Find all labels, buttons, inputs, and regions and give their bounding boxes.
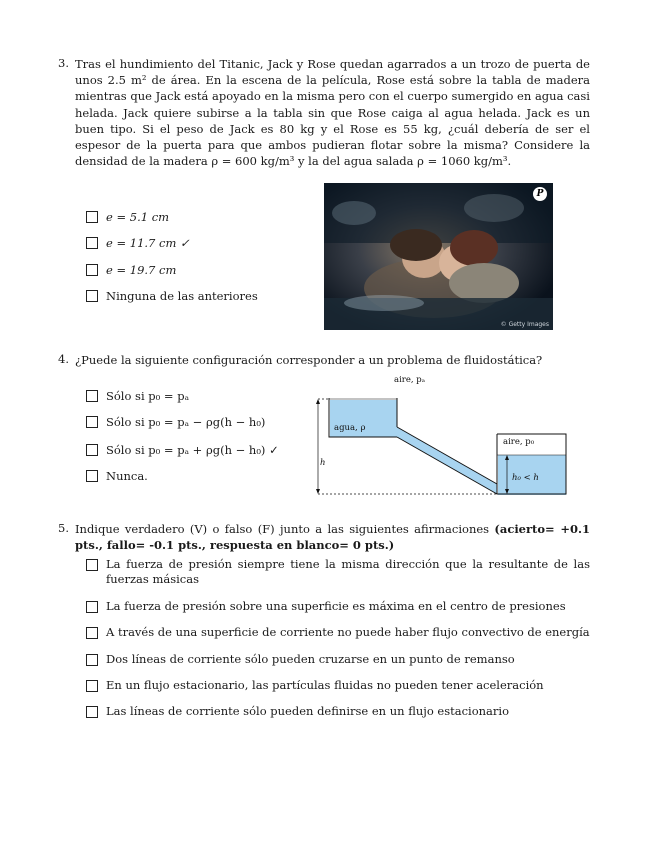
q5-statement-6-label: Las líneas de corriente sólo pueden definirse en un flujo estacionario [106, 704, 509, 718]
checkbox[interactable] [86, 601, 98, 613]
checkbox[interactable] [86, 627, 98, 639]
titanic-photo-drawing [324, 183, 553, 330]
q5-statement-2-label: La fuerza de presión sobre una superficie es máxima en el centro de presiones [106, 599, 566, 613]
photo-credit: © Getty Images [500, 321, 549, 328]
q3-option-3-label: e = 19.7 cm [106, 263, 177, 277]
q5-statement-6[interactable] [86, 704, 509, 719]
q5-text [75, 521, 590, 553]
h-arrow-head-bottom [316, 489, 320, 494]
q3-option-4-label: Ninguna de las anteriores [106, 289, 258, 303]
fluid-statics-diagram [310, 370, 575, 502]
checkbox[interactable] [86, 264, 98, 276]
q5-statement-5[interactable] [86, 678, 544, 693]
q4-option-3[interactable] [86, 443, 279, 457]
q5-statement-4-label: Dos líneas de corriente sólo pueden cruzarse en un punto de remanso [106, 652, 515, 666]
q4-number: 4. [58, 352, 69, 366]
checkbox[interactable] [86, 390, 98, 402]
q5-statement-1-label: La fuerza de presión siempre tiene la misma dirección que la resultante de las fuerzas másicas [106, 557, 590, 586]
q5-statement-3-label: A través de una superficie de corriente no puede haber flujo convectivo de energía [106, 625, 590, 639]
q3-option-2[interactable] [86, 236, 190, 250]
checkbox[interactable] [86, 444, 98, 456]
q4-option-4-label: Nunca. [106, 469, 148, 483]
q5-statement-3[interactable] [86, 625, 590, 640]
label-air-o: aire, p₀ [503, 437, 535, 447]
q4-option-2[interactable] [86, 415, 265, 429]
q5-text-plain: Indique verdadero (V) o falso (F) junto a las siguientes afirmaciones [75, 522, 490, 536]
q4-option-1-label: Sólo si p₀ = pₐ [106, 389, 190, 403]
checkbox[interactable] [86, 470, 98, 482]
checkbox[interactable] [86, 290, 98, 302]
checkbox[interactable] [86, 416, 98, 428]
q5-statement-5-label: En un flujo estacionario, las partículas fluidas no pueden tener aceleración [106, 678, 544, 692]
q3-option-2-label: e = 11.7 cm ✓ [106, 236, 190, 250]
checkbox[interactable] [86, 706, 98, 718]
q3-text: Tras el hundimiento del Titanic, Jack y Rose quedan agarrados a un trozo de puerta de unos 2.5 m² de área. En la escena de la película, Rose está sobre la tabla de madera mientras que Jack está apoyado en la misma pero con el cuerpo sumergido en agua casi helada. Jack quiere subirse a la tabla sin que Rose caiga al agua helada. Jack es un buen tipo. Si el peso de Jack es 80 kg y el Rose es 55 kg, ¿cuál debería de ser el espesor de la puerta para que ambos pudieran flotar sobre la misma? Considere la densidad de la madera ρ = 600 kg/m³ y la del agua salada ρ = 1060 kg/m³. [75, 57, 590, 169]
checkbox[interactable] [86, 654, 98, 666]
label-water: agua, ρ [334, 423, 366, 433]
q5-number: 5. [58, 521, 69, 535]
q4-option-1[interactable] [86, 389, 189, 403]
q5-statement-2[interactable] [86, 599, 566, 614]
label-air-a: aire, pₐ [394, 375, 426, 385]
photo-badge: P [533, 187, 547, 201]
q3-number: 3. [58, 56, 69, 70]
q4-option-4[interactable] [86, 469, 148, 483]
h-arrow-head-top [316, 399, 320, 404]
q3-option-3[interactable] [86, 263, 176, 277]
checkbox[interactable] [86, 211, 98, 223]
q5-statement-4[interactable] [86, 652, 515, 667]
q5-statement-1[interactable] [86, 557, 590, 587]
titanic-photo [324, 183, 553, 330]
q3-option-1-label: e = 5.1 cm [106, 210, 170, 224]
checkbox[interactable] [86, 237, 98, 249]
checkbox[interactable] [86, 680, 98, 692]
checkbox[interactable] [86, 559, 98, 571]
q5-text-bold: (acierto= +0.1 pts., fallo= -0.1 pts., respuesta en blanco= 0 pts.) [75, 522, 591, 553]
q3-option-4[interactable] [86, 289, 258, 303]
label-ho: h₀ < h [512, 473, 539, 483]
q3-option-1[interactable] [86, 210, 169, 224]
label-h: h [320, 458, 326, 468]
q4-option-2-label: Sólo si p₀ = pₐ − ρg(h − h₀) [106, 415, 266, 429]
q4-text: ¿Puede la siguiente configuración corresponder a un problema de fluidostática? [75, 353, 543, 367]
q4-option-3-label: Sólo si p₀ = pₐ + ρg(h − h₀) ✓ [106, 443, 279, 457]
